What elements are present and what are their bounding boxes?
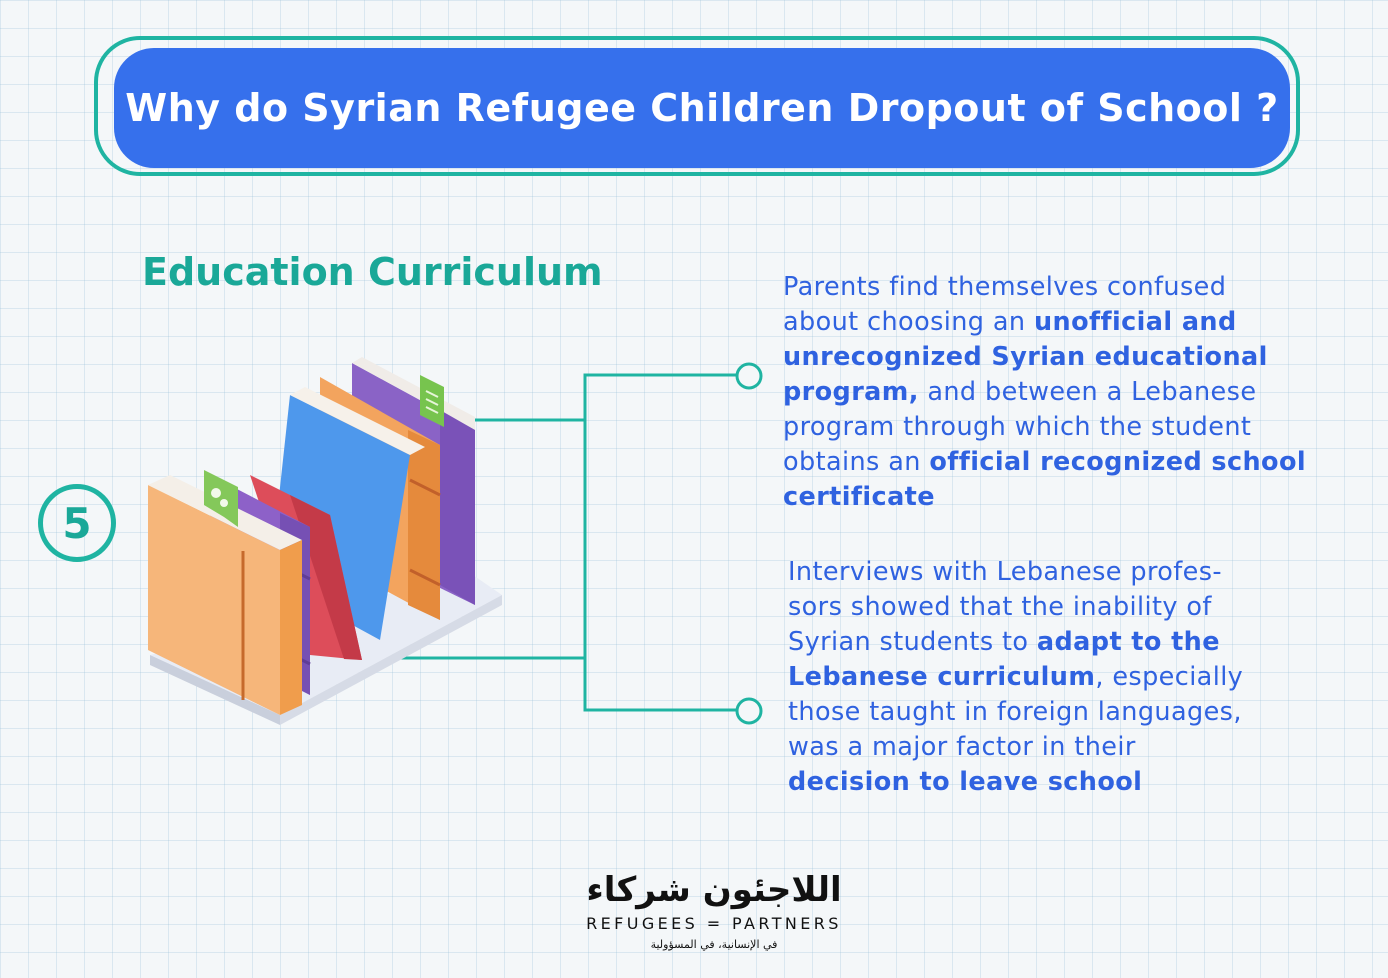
body-text: Syrian students to [788, 627, 1037, 657]
point-2-text [788, 555, 1243, 800]
body-text: program through which the student [783, 412, 1252, 442]
text-line [788, 730, 1243, 765]
logo-arabic-text: اللاجئون شركاء [586, 870, 842, 910]
point-1-text [783, 270, 1306, 515]
text-line [788, 555, 1243, 590]
section-number-badge: 5 [38, 484, 116, 562]
text-line [783, 410, 1306, 445]
body-text: and between a Lebanese [918, 377, 1257, 407]
page-title: Why do Syrian Refugee Children Dropout of School ? [125, 86, 1279, 130]
text-line [788, 660, 1243, 695]
text-line [783, 340, 1306, 375]
emphasis-text: certificate [783, 482, 935, 512]
emphasis-text: unofficial and [1033, 307, 1237, 337]
connector-node-top [737, 364, 761, 388]
books-icon [130, 355, 510, 730]
logo-tagline: في الإنسانية، في المسؤولية [650, 938, 778, 951]
refugees-partners-logo [578, 870, 850, 956]
text-line [788, 765, 1243, 800]
text-line [783, 305, 1306, 340]
text-line [788, 625, 1243, 660]
logo-english-text: REFUGEES = PARTNERS [586, 914, 842, 933]
text-line [788, 590, 1243, 625]
emphasis-text: decision to leave school [788, 767, 1143, 797]
body-text: , especially [1095, 662, 1244, 692]
body-text: Parents find themselves confused [783, 272, 1227, 302]
emphasis-text: adapt to the [1036, 627, 1220, 657]
connector-node-bottom [737, 699, 761, 723]
text-line [783, 445, 1306, 480]
body-text: about choosing an [783, 307, 1034, 337]
body-text: was a major factor in their [788, 732, 1136, 762]
body-text: obtains an [783, 447, 930, 477]
text-line [783, 480, 1306, 515]
emphasis-text: Lebanese curriculum [788, 662, 1096, 692]
body-text: sors showed that the inability of [788, 592, 1212, 622]
text-line [788, 695, 1243, 730]
emphasis-text: official recognized school [929, 447, 1307, 477]
section-heading: Education Curriculum [142, 250, 603, 294]
text-line [783, 270, 1306, 305]
body-text: those taught in foreign languages, [788, 697, 1242, 727]
emphasis-text: unrecognized Syrian educational [783, 342, 1268, 372]
text-line [783, 375, 1306, 410]
body-text: Interviews with Lebanese profes- [788, 557, 1223, 587]
emphasis-text: program, [783, 377, 919, 407]
